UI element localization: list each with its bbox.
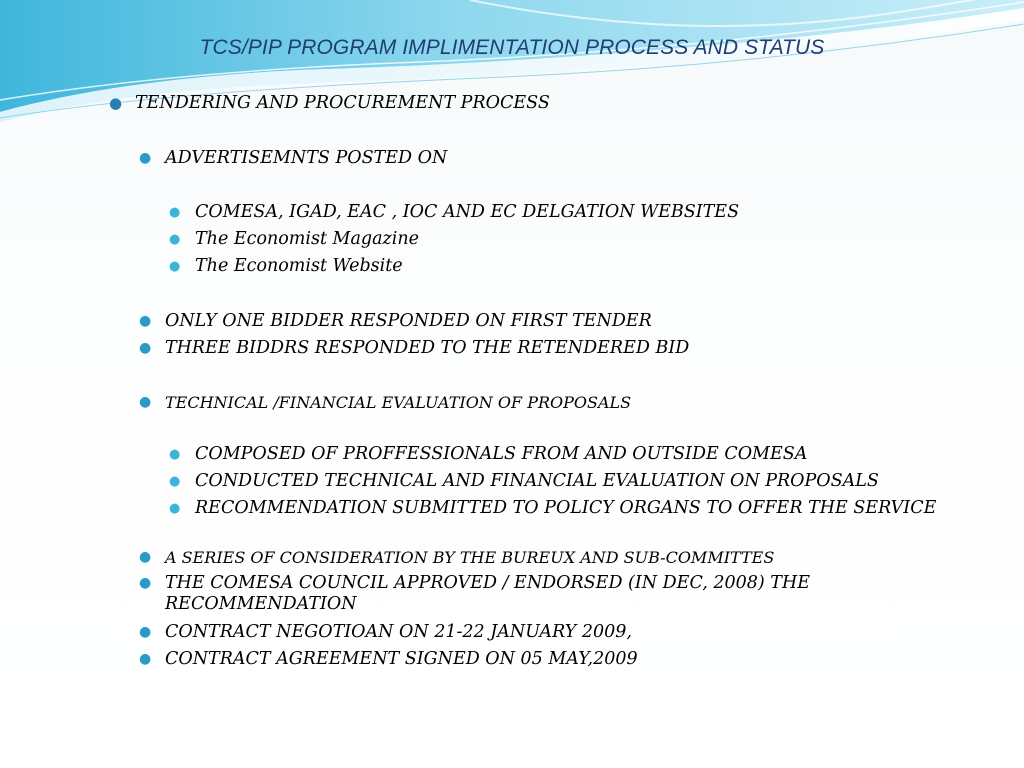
bullet-icon: ●	[169, 447, 181, 462]
list-item: ● RECOMMENDATION SUBMITTED TO POLICY ORGANS TO OFFER THE SERVICE	[169, 498, 937, 518]
bullet-icon: ●	[139, 313, 152, 329]
list-item: ● TENDERING AND PROCUREMENT PROCESS	[109, 93, 550, 113]
list-item: ● CONDUCTED TECHNICAL AND FINANCIAL EVALUATION ON PROPOSALS	[169, 471, 879, 491]
list-item: ● ADVERTISEMNTS POSTED ON	[139, 148, 448, 168]
bullet-icon: ●	[169, 232, 181, 247]
bullet-icon: ●	[169, 501, 181, 516]
list-item: ● The Economist Website	[169, 256, 403, 276]
bullet-icon: ●	[139, 549, 152, 565]
list-item: ● COMESA, IGAD, EAC , IOC AND EC DELGATION WEBSITES	[169, 202, 740, 222]
list-item: ● COMPOSED OF PROFFESSIONALS FROM AND OUTSIDE COMESA	[169, 444, 808, 464]
list-item: ● The Economist Magazine	[169, 229, 419, 249]
list-item: ● CONTRACT NEGOTIOAN ON 21-22 JANUARY 2009,	[139, 622, 632, 642]
list-item: ● CONTRACT AGREEMENT SIGNED ON 05 MAY,2009	[139, 649, 638, 669]
list-item: ● THREE BIDDRS RESPONDED TO THE RETENDERED BID	[139, 338, 690, 358]
bullet-icon: ●	[139, 624, 152, 640]
list-item: ● THE COMESA COUNCIL APPROVED / ENDORSED (IN DEC, 2008) THE RECOMMENDATION	[139, 573, 810, 614]
bullet-icon: ●	[169, 205, 181, 220]
bullet-icon: ●	[169, 259, 181, 274]
bullet-icon: ●	[139, 150, 152, 166]
list-item: ● ONLY ONE BIDDER RESPONDED ON FIRST TENDER	[139, 311, 652, 331]
bullet-icon: ●	[169, 474, 181, 489]
bullet-icon: ●	[139, 651, 152, 667]
list-item: ● TECHNICAL /FINANCIAL EVALUATION OF PROPOSALS	[139, 393, 632, 412]
slide-title: TCS/PIP PROGRAM IMPLIMENTATION PROCESS AND STATUS	[199, 36, 825, 59]
bullet-icon: ●	[139, 394, 152, 410]
list-item: ● A SERIES OF CONSIDERATION BY THE BUREUX AND SUB-COMMITTES	[139, 548, 775, 567]
bullet-icon: ●	[139, 575, 152, 591]
bullet-icon: ●	[139, 340, 152, 356]
bullet-icon: ●	[109, 94, 123, 112]
